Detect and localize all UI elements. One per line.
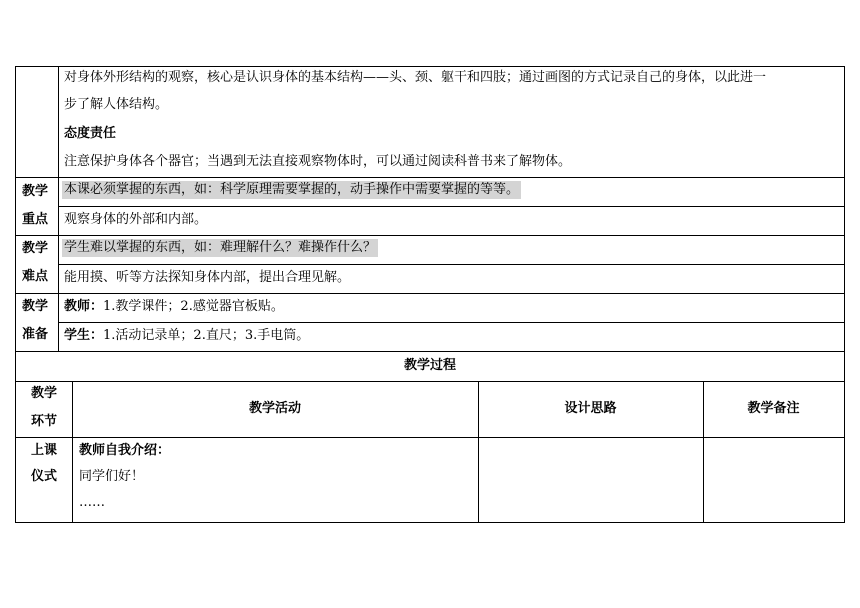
header-notes: 教学备注 <box>747 401 800 416</box>
prep-student <box>64 328 309 344</box>
rule-bottom <box>15 522 845 523</box>
prep-label-1: 教学 <box>22 299 49 314</box>
focus-label-1: 教学 <box>22 184 49 199</box>
focus-content: 观察身体的外部和内部。 <box>64 212 208 227</box>
ceremony-intro-label: 教师自我介绍： <box>79 443 171 458</box>
prep-label-2: 准备 <box>22 327 49 342</box>
rule-top <box>15 66 845 67</box>
rule-focus-mid <box>58 206 845 207</box>
difficulty-label-1: 教学 <box>22 241 49 256</box>
focus-label-2: 重点 <box>22 212 49 227</box>
focus-hint <box>62 182 521 198</box>
prep-teacher <box>64 299 284 315</box>
ceremony-greeting: 同学们好！ <box>79 469 145 484</box>
rule-focus-top <box>15 177 845 178</box>
prep-teacher-items: 1.教学课件；2.感觉器官板贴。 <box>103 299 284 314</box>
process-title: 教学过程 <box>403 358 456 373</box>
header-activity: 教学活动 <box>248 401 301 416</box>
rule-header-bottom <box>15 437 845 438</box>
prep-student-items: 1.活动记录单；2.直尺；3.手电筒。 <box>103 328 310 343</box>
rule-difficulty-top <box>15 235 845 236</box>
rule-prep-top <box>15 293 845 294</box>
ceremony-ellipsis: …… <box>79 495 105 510</box>
rule-header-top <box>15 381 845 382</box>
goal-text-line-1: 对身体外形结构的观察，核心是认识身体的基本结构——头、颈、躯干和四肢；通过画图的方式记录自己的身体，以此进一 <box>64 70 767 85</box>
header-stage-2: 环节 <box>30 414 57 429</box>
ceremony-stage-2: 仪式 <box>30 469 57 484</box>
rule-right <box>844 66 845 523</box>
header-design: 设计思路 <box>564 401 617 416</box>
difficulty-hint-highlight: 学生难以掌握的东西，如：难理解什么？难操作什么？ <box>64 240 377 255</box>
attitude-text: 注意保护身体各个器官；当遇到无法直接观察物体时，可以通过阅读科普书来了解物体。 <box>64 154 572 169</box>
rule-prep-mid <box>58 322 845 323</box>
ceremony-stage-1: 上课 <box>30 443 57 458</box>
difficulty-label-2: 难点 <box>22 269 49 284</box>
difficulty-content: 能用摸、听等方法探知身体内部，提出合理见解。 <box>64 270 351 285</box>
goal-text-line-2: 步了解人体结构。 <box>64 97 169 112</box>
difficulty-hint <box>62 240 378 256</box>
attitude-heading: 态度责任 <box>64 126 117 141</box>
rule-label-col <box>58 66 59 352</box>
prep-student-label: 学生： <box>64 328 104 343</box>
prep-teacher-label: 教师： <box>64 299 104 314</box>
focus-hint-highlight: 本课必须掌握的东西，如：科学原理需要掌握的，动手操作中需要掌握的等等。 <box>64 182 520 197</box>
rule-process-top <box>15 351 845 352</box>
header-stage-1: 教学 <box>30 386 57 401</box>
rule-difficulty-mid <box>58 264 845 265</box>
